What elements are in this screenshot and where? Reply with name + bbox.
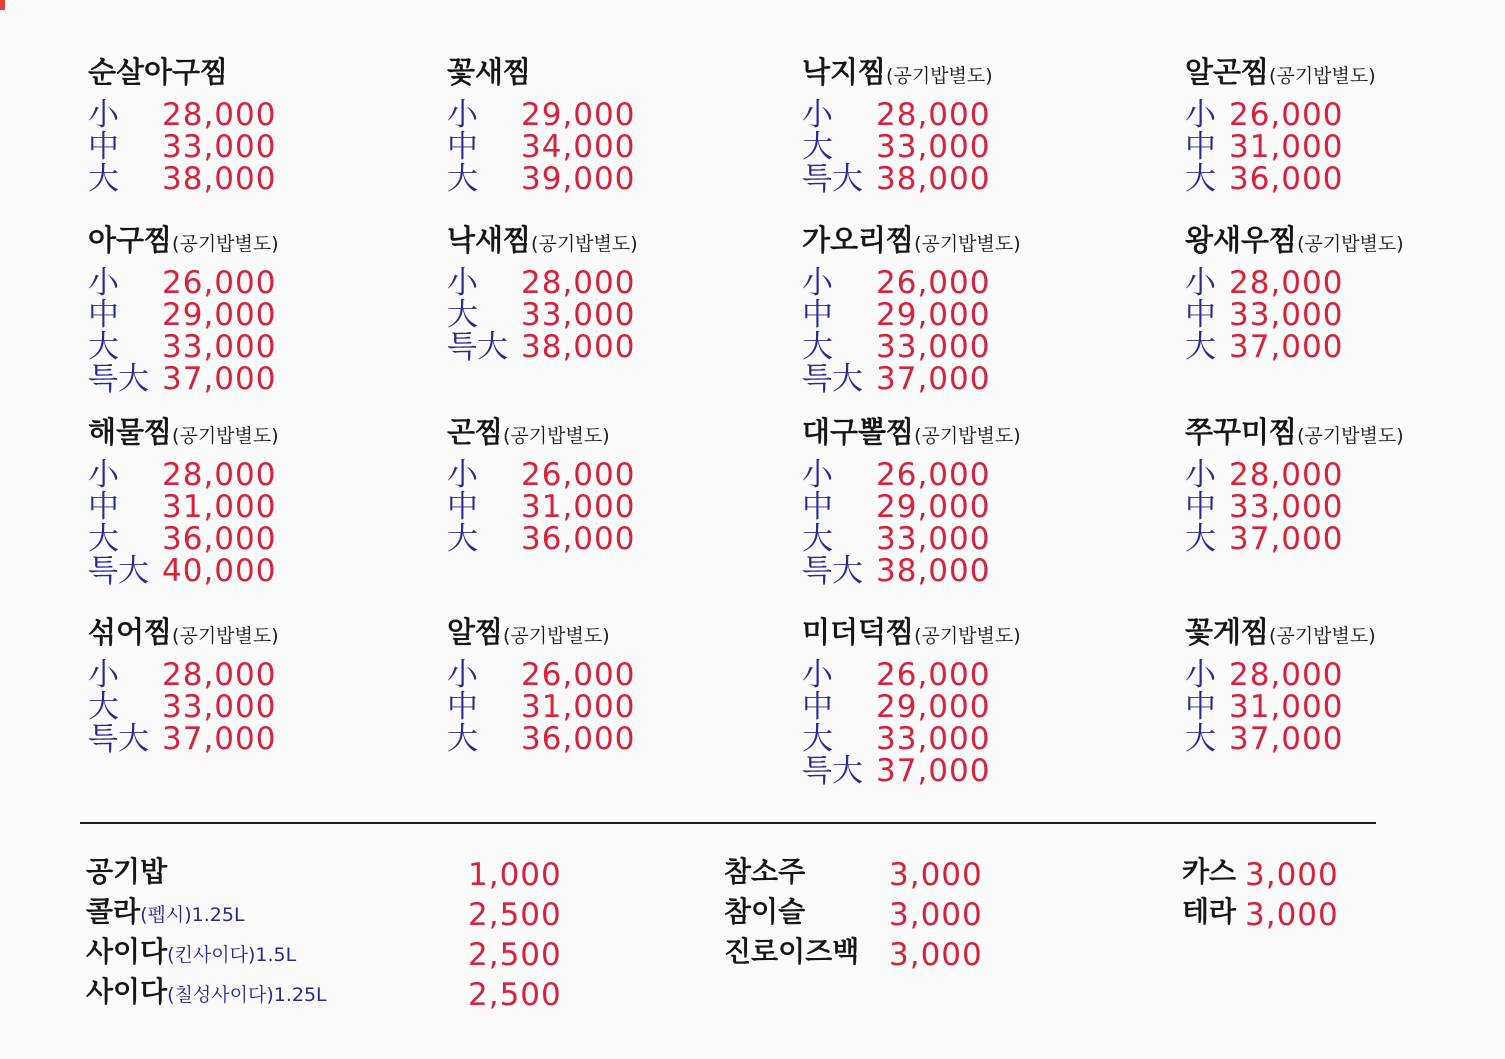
price-value: 33,000 bbox=[876, 721, 991, 757]
price-value: 28,000 bbox=[876, 97, 991, 133]
size-label: 특大 bbox=[88, 553, 149, 589]
price-value: 37,000 bbox=[1229, 721, 1344, 757]
price-value: 33,000 bbox=[1229, 489, 1344, 525]
size-label: 大 bbox=[447, 161, 478, 197]
menu-item bbox=[447, 55, 636, 197]
price-value: 37,000 bbox=[162, 721, 277, 757]
extra-name: 사이다 bbox=[86, 935, 168, 968]
menu-item-name: 대구뽈찜 bbox=[802, 415, 915, 449]
price-value: 26,000 bbox=[876, 265, 991, 301]
extra-price: 2,500 bbox=[468, 897, 562, 933]
menu-item-name: 알곤찜 bbox=[1185, 55, 1270, 89]
extra-name: 참소주 bbox=[724, 855, 806, 888]
menu-item-name: 꽃새찜 bbox=[447, 55, 532, 89]
price-value: 31,000 bbox=[1229, 689, 1344, 725]
size-label: 中 bbox=[1185, 689, 1216, 725]
size-label: 小 bbox=[447, 657, 478, 693]
size-label: 大 bbox=[802, 521, 833, 557]
size-label: 小 bbox=[802, 657, 833, 693]
size-label: 특大 bbox=[88, 721, 149, 757]
extra-item bbox=[724, 855, 806, 888]
menu-item bbox=[447, 223, 638, 365]
size-label: 大 bbox=[1185, 161, 1216, 197]
extra-price: 3,000 bbox=[1245, 857, 1339, 893]
size-label: 大 bbox=[1185, 721, 1216, 757]
size-label: 小 bbox=[802, 97, 833, 133]
size-label: 中 bbox=[802, 297, 833, 333]
price-value: 37,000 bbox=[876, 361, 991, 397]
extra-item bbox=[86, 895, 245, 928]
menu-item-name: 미더덕찜 bbox=[802, 615, 915, 649]
menu-item-title bbox=[1185, 415, 1404, 449]
size-label: 中 bbox=[447, 129, 478, 165]
size-label: 小 bbox=[802, 265, 833, 301]
corner-mark bbox=[0, 0, 5, 10]
price-value: 33,000 bbox=[162, 129, 277, 165]
price-value: 38,000 bbox=[876, 161, 991, 197]
price-value: 36,000 bbox=[521, 521, 636, 557]
extra-price: 2,500 bbox=[468, 977, 562, 1013]
size-label: 大 bbox=[447, 721, 478, 757]
price-value: 38,000 bbox=[521, 329, 636, 365]
menu-item bbox=[802, 55, 993, 197]
menu-item-name: 꽃게찜 bbox=[1185, 615, 1270, 649]
size-label: 中 bbox=[447, 689, 478, 725]
menu-item-note: (공기밥별도) bbox=[886, 65, 993, 87]
extra-item bbox=[1182, 895, 1237, 928]
menu-item-name: 낙새찜 bbox=[447, 223, 532, 257]
price-value: 29,000 bbox=[876, 297, 991, 333]
menu-item bbox=[447, 415, 636, 557]
size-label: 小 bbox=[88, 457, 119, 493]
size-label: 小 bbox=[447, 265, 478, 301]
price-value: 29,000 bbox=[521, 97, 636, 133]
menu-item-name: 해물찜 bbox=[88, 415, 173, 449]
size-label: 中 bbox=[88, 129, 119, 165]
size-label: 小 bbox=[88, 657, 119, 693]
price-value: 28,000 bbox=[1229, 265, 1344, 301]
extra-name: 카스 bbox=[1182, 855, 1237, 888]
price-value: 26,000 bbox=[876, 657, 991, 693]
menu-item-title bbox=[447, 223, 638, 257]
size-label: 大 bbox=[802, 329, 833, 365]
menu-item-title bbox=[802, 615, 1021, 649]
size-label: 大 bbox=[447, 521, 478, 557]
price-value: 26,000 bbox=[876, 457, 991, 493]
extra-item bbox=[86, 935, 297, 968]
price-value: 37,000 bbox=[1229, 329, 1344, 365]
extra-name: 사이다 bbox=[86, 975, 168, 1008]
menu-item-name: 알찜 bbox=[447, 615, 504, 649]
menu-item-note: (공기밥별도) bbox=[172, 625, 279, 647]
menu-item-name: 왕새우찜 bbox=[1185, 223, 1298, 257]
menu-item bbox=[1185, 55, 1376, 197]
price-value: 31,000 bbox=[521, 489, 636, 525]
size-label: 大 bbox=[88, 521, 119, 557]
extra-note: (펩시)1.25L bbox=[140, 904, 245, 926]
menu-item-title bbox=[88, 55, 229, 89]
price-value: 26,000 bbox=[521, 657, 636, 693]
menu-item-note: (공기밥별도) bbox=[172, 233, 279, 255]
menu-item-note: (공기밥별도) bbox=[1297, 425, 1404, 447]
price-value: 37,000 bbox=[162, 361, 277, 397]
price-value: 38,000 bbox=[162, 161, 277, 197]
extra-price: 3,000 bbox=[889, 897, 983, 933]
size-label: 특大 bbox=[802, 161, 863, 197]
size-label: 中 bbox=[447, 489, 478, 525]
size-label: 특大 bbox=[447, 329, 508, 365]
price-value: 36,000 bbox=[521, 721, 636, 757]
size-label: 中 bbox=[1185, 297, 1216, 333]
price-value: 26,000 bbox=[1229, 97, 1344, 133]
extra-item bbox=[86, 855, 168, 888]
menu-item bbox=[88, 55, 277, 197]
price-value: 28,000 bbox=[1229, 657, 1344, 693]
menu-item bbox=[1185, 615, 1376, 757]
size-label: 大 bbox=[1185, 521, 1216, 557]
menu-item bbox=[88, 223, 279, 397]
size-label: 小 bbox=[88, 97, 119, 133]
menu-item-note: (공기밥별도) bbox=[1297, 233, 1404, 255]
extra-note: (킨사이다)1.5L bbox=[167, 944, 297, 966]
price-value: 37,000 bbox=[876, 753, 991, 789]
price-value: 29,000 bbox=[162, 297, 277, 333]
menu-item-name: 곤찜 bbox=[447, 415, 504, 449]
menu-item bbox=[88, 415, 279, 589]
extra-price: 3,000 bbox=[889, 937, 983, 973]
price-value: 28,000 bbox=[1229, 457, 1344, 493]
menu-item bbox=[447, 615, 636, 757]
size-label: 大 bbox=[447, 297, 478, 333]
price-value: 36,000 bbox=[1229, 161, 1344, 197]
size-label: 大 bbox=[88, 329, 119, 365]
extra-name: 테라 bbox=[1182, 895, 1237, 928]
price-value: 29,000 bbox=[876, 689, 991, 725]
price-value: 31,000 bbox=[162, 489, 277, 525]
size-label: 小 bbox=[447, 97, 478, 133]
size-label: 小 bbox=[802, 457, 833, 493]
size-label: 中 bbox=[88, 489, 119, 525]
extra-note: (칠성사이다)1.25L bbox=[167, 984, 327, 1006]
menu-item-title bbox=[802, 223, 1021, 257]
menu-item-name: 아구찜 bbox=[88, 223, 173, 257]
price-value: 33,000 bbox=[876, 521, 991, 557]
menu-item-name: 낙지찜 bbox=[802, 55, 887, 89]
menu-item-title bbox=[802, 415, 1021, 449]
extra-name: 참이슬 bbox=[724, 895, 806, 928]
price-value: 33,000 bbox=[1229, 297, 1344, 333]
price-value: 39,000 bbox=[521, 161, 636, 197]
extra-name: 공기밥 bbox=[86, 855, 168, 888]
price-value: 26,000 bbox=[521, 457, 636, 493]
size-label: 大 bbox=[802, 129, 833, 165]
menu-item-note: (공기밥별도) bbox=[1269, 65, 1376, 87]
price-value: 36,000 bbox=[162, 521, 277, 557]
menu-item-title bbox=[1185, 223, 1404, 257]
price-value: 26,000 bbox=[162, 265, 277, 301]
extra-price: 2,500 bbox=[468, 937, 562, 973]
size-label: 中 bbox=[88, 297, 119, 333]
size-label: 특大 bbox=[802, 553, 863, 589]
size-label: 小 bbox=[1185, 265, 1216, 301]
price-value: 33,000 bbox=[876, 329, 991, 365]
price-value: 33,000 bbox=[162, 689, 277, 725]
size-label: 中 bbox=[802, 689, 833, 725]
price-value: 28,000 bbox=[162, 457, 277, 493]
section-divider bbox=[80, 822, 1376, 824]
size-label: 小 bbox=[1185, 657, 1216, 693]
price-value: 33,000 bbox=[876, 129, 991, 165]
menu-item-title bbox=[88, 615, 279, 649]
menu-item-title bbox=[802, 55, 993, 89]
menu-item-title bbox=[1185, 55, 1376, 89]
price-value: 33,000 bbox=[162, 329, 277, 365]
menu-item-note: (공기밥별도) bbox=[503, 625, 610, 647]
menu-item-title bbox=[447, 415, 610, 449]
size-label: 小 bbox=[1185, 97, 1216, 133]
price-value: 31,000 bbox=[521, 689, 636, 725]
menu-item-title bbox=[1185, 615, 1376, 649]
menu-item bbox=[802, 615, 1021, 789]
price-value: 28,000 bbox=[162, 657, 277, 693]
extra-price: 1,000 bbox=[468, 857, 562, 893]
price-value: 40,000 bbox=[162, 553, 277, 589]
menu-item bbox=[802, 415, 1021, 589]
menu-item-note: (공기밥별도) bbox=[914, 233, 1021, 255]
size-label: 中 bbox=[1185, 489, 1216, 525]
size-label: 특大 bbox=[88, 361, 149, 397]
extra-item bbox=[724, 895, 806, 928]
menu-item bbox=[1185, 415, 1404, 557]
size-label: 특大 bbox=[802, 361, 863, 397]
price-value: 28,000 bbox=[162, 97, 277, 133]
price-value: 29,000 bbox=[876, 489, 991, 525]
size-label: 小 bbox=[1185, 457, 1216, 493]
menu-item-note: (공기밥별도) bbox=[172, 425, 279, 447]
price-value: 34,000 bbox=[521, 129, 636, 165]
menu-item-note: (공기밥별도) bbox=[531, 233, 638, 255]
extra-item bbox=[724, 935, 860, 968]
size-label: 中 bbox=[1185, 129, 1216, 165]
menu-item bbox=[802, 223, 1021, 397]
menu-item-title bbox=[88, 415, 279, 449]
menu-item-name: 섞어찜 bbox=[88, 615, 173, 649]
menu-item-note: (공기밥별도) bbox=[914, 625, 1021, 647]
price-value: 37,000 bbox=[1229, 521, 1344, 557]
price-value: 38,000 bbox=[876, 553, 991, 589]
menu-item-note: (공기밥별도) bbox=[503, 425, 610, 447]
price-value: 31,000 bbox=[1229, 129, 1344, 165]
extra-item bbox=[86, 975, 327, 1008]
menu-item-title bbox=[88, 223, 279, 257]
menu-item-note: (공기밥별도) bbox=[1269, 625, 1376, 647]
extra-price: 3,000 bbox=[1245, 897, 1339, 933]
extra-name: 진로이즈백 bbox=[724, 935, 860, 968]
size-label: 小 bbox=[447, 457, 478, 493]
size-label: 특大 bbox=[802, 753, 863, 789]
price-value: 28,000 bbox=[521, 265, 636, 301]
menu-item-title bbox=[447, 615, 610, 649]
menu-item-name: 쭈꾸미찜 bbox=[1185, 415, 1298, 449]
menu-item bbox=[88, 615, 279, 757]
menu-item-name: 순살아구찜 bbox=[88, 55, 229, 89]
menu-item-name: 가오리찜 bbox=[802, 223, 915, 257]
menu-item bbox=[1185, 223, 1404, 365]
extra-price: 3,000 bbox=[889, 857, 983, 893]
size-label: 大 bbox=[88, 689, 119, 725]
menu-item-title bbox=[447, 55, 532, 89]
size-label: 大 bbox=[1185, 329, 1216, 365]
extra-name: 콜라 bbox=[86, 895, 141, 928]
size-label: 大 bbox=[802, 721, 833, 757]
price-value: 33,000 bbox=[521, 297, 636, 333]
extra-item bbox=[1182, 855, 1237, 888]
menu-item-note: (공기밥별도) bbox=[914, 425, 1021, 447]
size-label: 大 bbox=[88, 161, 119, 197]
size-label: 小 bbox=[88, 265, 119, 301]
size-label: 中 bbox=[802, 489, 833, 525]
